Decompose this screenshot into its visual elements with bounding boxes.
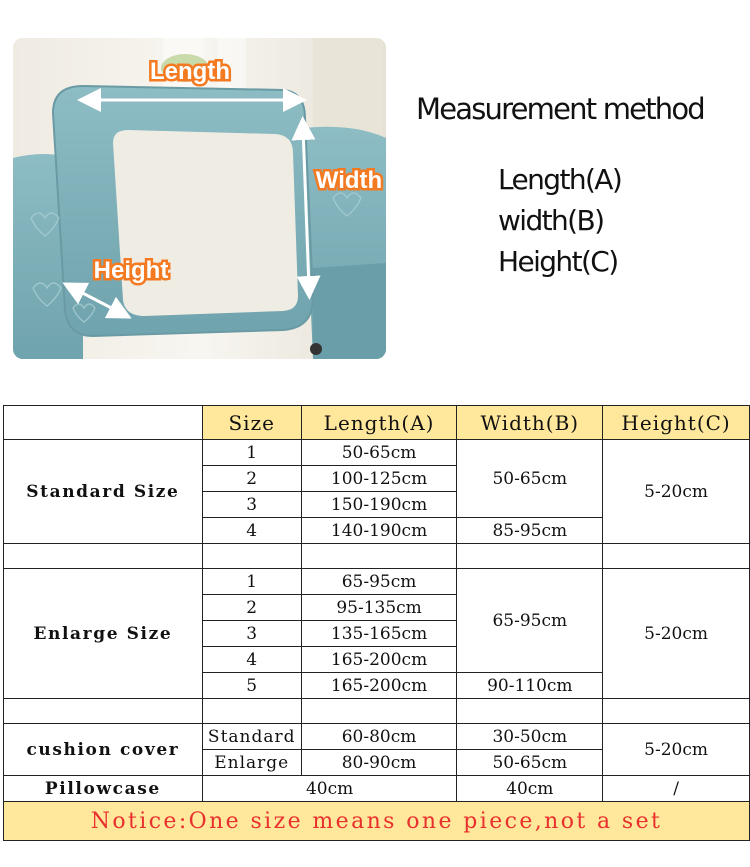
length-cell: 60-80cm — [301, 724, 457, 750]
header-width: Width(B) — [457, 406, 603, 440]
length-cell: 65-95cm — [301, 569, 457, 595]
sofa-illustration — [13, 38, 386, 359]
width-cell: 85-95cm — [457, 518, 603, 544]
notice-text: Notice:One size means one piece,not a set — [4, 802, 750, 841]
width-cell: 65-95cm — [457, 569, 603, 673]
height-cell: 5-20cm — [603, 440, 750, 544]
width-cell: 90-110cm — [457, 673, 603, 699]
size-cell: 2 — [202, 595, 301, 621]
table-header-row — [4, 406, 750, 440]
product-photo — [13, 38, 386, 359]
length-cell: 140-190cm — [301, 518, 457, 544]
enlarge-size-label: Enlarge Size — [4, 569, 203, 699]
header-size: Size — [202, 406, 301, 440]
width-cell: 50-65cm — [457, 750, 603, 776]
header-blank — [4, 406, 203, 440]
method-width-line: width(B) — [498, 204, 604, 237]
height-cell: 5-20cm — [603, 724, 750, 776]
length-cell: 165-200cm — [301, 673, 457, 699]
standard-size-label: Standard Size — [4, 440, 203, 544]
notice-row — [4, 802, 750, 841]
table-row — [4, 776, 750, 802]
width-label: Width — [315, 167, 383, 194]
length-label: Length — [150, 58, 230, 85]
header-length: Length(A) — [301, 406, 457, 440]
header-height: Height(C) — [603, 406, 750, 440]
width-cell: 30-50cm — [457, 724, 603, 750]
length-cell: 100-125cm — [301, 466, 457, 492]
length-cell: 95-135cm — [301, 595, 457, 621]
size-cell: 1 — [202, 440, 301, 466]
table-row — [4, 724, 750, 750]
length-cell: 135-165cm — [301, 621, 457, 647]
size-cell: 4 — [202, 647, 301, 673]
size-table-wrapper — [3, 405, 750, 841]
size-cell: 1 — [202, 569, 301, 595]
length-cell: 150-190cm — [301, 492, 457, 518]
length-cell: 165-200cm — [301, 647, 457, 673]
cushion-cover-label: cushion cover — [4, 724, 203, 776]
size-cell: Enlarge — [202, 750, 301, 776]
spacer-row — [4, 544, 750, 569]
height-label: Height — [93, 257, 169, 284]
size-cell: 5 — [202, 673, 301, 699]
width-cell: 50-65cm — [457, 440, 603, 518]
width-cell: 40cm — [457, 776, 603, 802]
size-cell: 4 — [202, 518, 301, 544]
pillowcase-label: Pillowcase — [4, 776, 203, 802]
length-cell: 40cm — [202, 776, 457, 802]
size-cell: Standard — [202, 724, 301, 750]
size-cell: 3 — [202, 492, 301, 518]
height-cell: 5-20cm — [603, 569, 750, 699]
method-length-line: Length(A) — [498, 163, 622, 196]
length-cell: 50-65cm — [301, 440, 457, 466]
table-row — [4, 440, 750, 466]
height-cell: / — [603, 776, 750, 802]
length-cell: 80-90cm — [301, 750, 457, 776]
table-row — [4, 569, 750, 595]
size-cell: 3 — [202, 621, 301, 647]
spacer-row — [4, 699, 750, 724]
size-table — [3, 405, 750, 841]
measurement-method-title: Measurement method — [416, 92, 704, 126]
size-cell: 2 — [202, 466, 301, 492]
method-height-line: Height(C) — [498, 245, 618, 278]
